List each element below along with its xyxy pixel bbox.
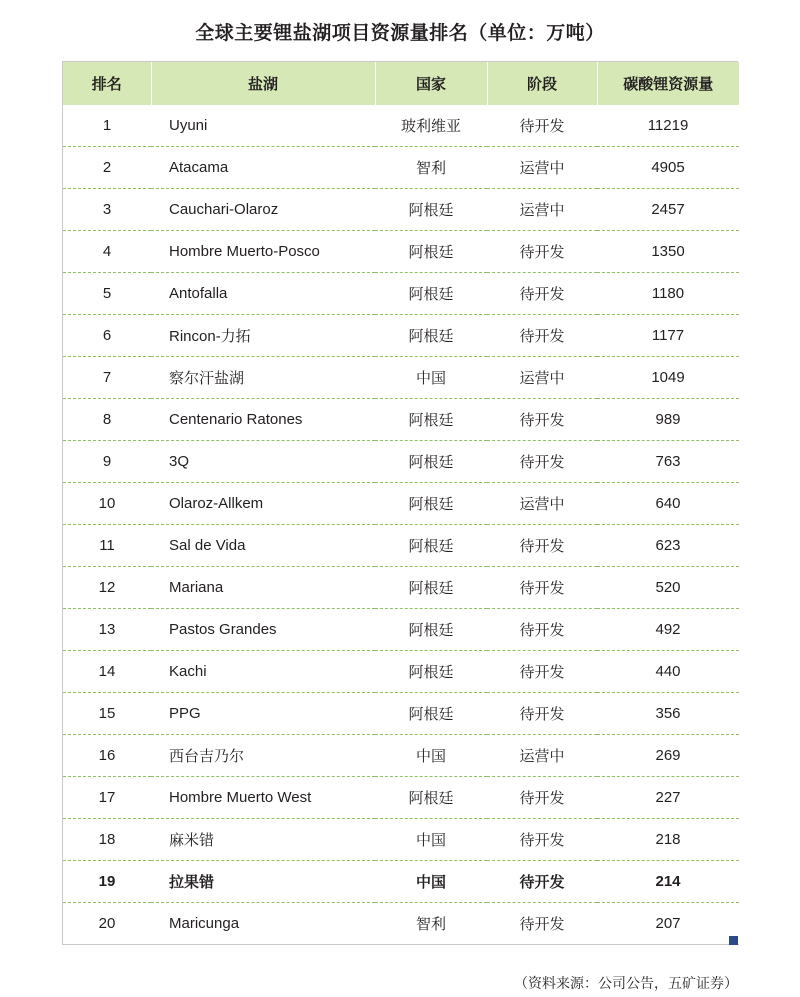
corner-marker bbox=[729, 936, 738, 945]
cell-country: 阿根廷 bbox=[375, 651, 487, 693]
column-header-country: 国家 bbox=[375, 62, 487, 105]
cell-country: 阿根廷 bbox=[375, 777, 487, 819]
cell-country: 智利 bbox=[375, 147, 487, 189]
cell-resource: 4905 bbox=[597, 147, 739, 189]
table-row bbox=[63, 609, 739, 651]
cell-country: 中国 bbox=[375, 357, 487, 399]
column-header-lake: 盐湖 bbox=[151, 62, 375, 105]
cell-lake: Cauchari-Olaroz bbox=[151, 189, 375, 231]
cell-resource: 214 bbox=[597, 861, 739, 903]
cell-resource: 218 bbox=[597, 819, 739, 861]
cell-rank: 8 bbox=[63, 399, 151, 441]
cell-rank: 11 bbox=[63, 525, 151, 567]
table-row bbox=[63, 105, 739, 147]
cell-lake: 3Q bbox=[151, 441, 375, 483]
cell-lake: Sal de Vida bbox=[151, 525, 375, 567]
cell-stage: 待开发 bbox=[487, 693, 597, 735]
cell-stage: 待开发 bbox=[487, 861, 597, 903]
cell-lake: Mariana bbox=[151, 567, 375, 609]
cell-stage: 待开发 bbox=[487, 609, 597, 651]
table-row bbox=[63, 525, 739, 567]
table-row bbox=[63, 819, 739, 861]
table-body bbox=[63, 105, 739, 945]
cell-country: 阿根廷 bbox=[375, 315, 487, 357]
cell-stage: 运营中 bbox=[487, 483, 597, 525]
cell-lake: Antofalla bbox=[151, 273, 375, 315]
cell-stage: 待开发 bbox=[487, 567, 597, 609]
cell-country: 阿根廷 bbox=[375, 567, 487, 609]
cell-lake: 拉果错 bbox=[151, 861, 375, 903]
cell-country: 阿根廷 bbox=[375, 189, 487, 231]
cell-resource: 207 bbox=[597, 903, 739, 945]
source-note: （资料来源：公司公告，五矿证券） bbox=[514, 975, 738, 991]
column-header-resource: 碳酸锂资源量 bbox=[597, 62, 739, 105]
cell-rank: 16 bbox=[63, 735, 151, 777]
cell-lake: 察尔汗盐湖 bbox=[151, 357, 375, 399]
cell-stage: 待开发 bbox=[487, 651, 597, 693]
cell-stage: 待开发 bbox=[487, 105, 597, 147]
column-header-rank: 排名 bbox=[63, 62, 151, 105]
cell-stage: 待开发 bbox=[487, 777, 597, 819]
cell-resource: 227 bbox=[597, 777, 739, 819]
cell-lake: Atacama bbox=[151, 147, 375, 189]
cell-country: 阿根廷 bbox=[375, 483, 487, 525]
cell-resource: 763 bbox=[597, 441, 739, 483]
table-row bbox=[63, 231, 739, 273]
cell-stage: 待开发 bbox=[487, 819, 597, 861]
cell-lake: Olaroz-Allkem bbox=[151, 483, 375, 525]
cell-stage: 待开发 bbox=[487, 315, 597, 357]
cell-resource: 11219 bbox=[597, 105, 739, 147]
cell-rank: 17 bbox=[63, 777, 151, 819]
table-row bbox=[63, 735, 739, 777]
cell-stage: 待开发 bbox=[487, 273, 597, 315]
cell-lake: PPG bbox=[151, 693, 375, 735]
cell-country: 中国 bbox=[375, 861, 487, 903]
cell-resource: 492 bbox=[597, 609, 739, 651]
cell-resource: 520 bbox=[597, 567, 739, 609]
cell-stage: 待开发 bbox=[487, 441, 597, 483]
cell-rank: 1 bbox=[63, 105, 151, 147]
cell-lake: Uyuni bbox=[151, 105, 375, 147]
cell-lake: Rincon-力拓 bbox=[151, 315, 375, 357]
cell-country: 智利 bbox=[375, 903, 487, 945]
cell-country: 阿根廷 bbox=[375, 273, 487, 315]
cell-resource: 623 bbox=[597, 525, 739, 567]
table-row bbox=[63, 399, 739, 441]
cell-rank: 13 bbox=[63, 609, 151, 651]
cell-resource: 1180 bbox=[597, 273, 739, 315]
table-row bbox=[63, 903, 739, 945]
cell-resource: 989 bbox=[597, 399, 739, 441]
cell-lake: 西台吉乃尔 bbox=[151, 735, 375, 777]
cell-country: 阿根廷 bbox=[375, 525, 487, 567]
table-row bbox=[63, 441, 739, 483]
cell-rank: 4 bbox=[63, 231, 151, 273]
table-header bbox=[63, 62, 739, 105]
cell-stage: 运营中 bbox=[487, 735, 597, 777]
cell-resource: 1350 bbox=[597, 231, 739, 273]
cell-rank: 20 bbox=[63, 903, 151, 945]
cell-country: 中国 bbox=[375, 735, 487, 777]
cell-stage: 待开发 bbox=[487, 903, 597, 945]
cell-country: 阿根廷 bbox=[375, 693, 487, 735]
cell-country: 阿根廷 bbox=[375, 441, 487, 483]
table-row bbox=[63, 315, 739, 357]
cell-resource: 2457 bbox=[597, 189, 739, 231]
table-row bbox=[63, 567, 739, 609]
cell-stage: 运营中 bbox=[487, 147, 597, 189]
cell-country: 阿根廷 bbox=[375, 609, 487, 651]
cell-resource: 1049 bbox=[597, 357, 739, 399]
cell-resource: 356 bbox=[597, 693, 739, 735]
cell-resource: 640 bbox=[597, 483, 739, 525]
cell-lake: 麻米错 bbox=[151, 819, 375, 861]
cell-rank: 18 bbox=[63, 819, 151, 861]
table-row bbox=[63, 147, 739, 189]
page-title: 全球主要锂盐湖项目资源量排名（单位：万吨） bbox=[195, 23, 605, 44]
cell-rank: 12 bbox=[63, 567, 151, 609]
column-header-stage: 阶段 bbox=[487, 62, 597, 105]
ranking-table bbox=[63, 62, 739, 945]
cell-rank: 10 bbox=[63, 483, 151, 525]
cell-rank: 9 bbox=[63, 441, 151, 483]
table-row bbox=[63, 357, 739, 399]
cell-lake: Centenario Ratones bbox=[151, 399, 375, 441]
cell-stage: 运营中 bbox=[487, 189, 597, 231]
cell-rank: 5 bbox=[63, 273, 151, 315]
cell-rank: 7 bbox=[63, 357, 151, 399]
cell-rank: 15 bbox=[63, 693, 151, 735]
cell-rank: 19 bbox=[63, 861, 151, 903]
cell-resource: 440 bbox=[597, 651, 739, 693]
cell-lake: Maricunga bbox=[151, 903, 375, 945]
table-header-row bbox=[63, 62, 739, 105]
cell-lake: Kachi bbox=[151, 651, 375, 693]
cell-country: 中国 bbox=[375, 819, 487, 861]
cell-lake: Pastos Grandes bbox=[151, 609, 375, 651]
table-row bbox=[63, 273, 739, 315]
cell-lake: Hombre Muerto West bbox=[151, 777, 375, 819]
table-row bbox=[63, 189, 739, 231]
cell-country: 玻利维亚 bbox=[375, 105, 487, 147]
cell-lake: Hombre Muerto-Posco bbox=[151, 231, 375, 273]
cell-country: 阿根廷 bbox=[375, 399, 487, 441]
table-row bbox=[63, 861, 739, 903]
table-row bbox=[63, 651, 739, 693]
lithium-brine-ranking-table bbox=[62, 61, 738, 945]
cell-country: 阿根廷 bbox=[375, 231, 487, 273]
cell-resource: 1177 bbox=[597, 315, 739, 357]
cell-rank: 6 bbox=[63, 315, 151, 357]
cell-stage: 运营中 bbox=[487, 357, 597, 399]
cell-resource: 269 bbox=[597, 735, 739, 777]
cell-rank: 3 bbox=[63, 189, 151, 231]
cell-stage: 待开发 bbox=[487, 399, 597, 441]
table-row bbox=[63, 483, 739, 525]
cell-rank: 14 bbox=[63, 651, 151, 693]
cell-rank: 2 bbox=[63, 147, 151, 189]
table-row bbox=[63, 693, 739, 735]
cell-stage: 待开发 bbox=[487, 525, 597, 567]
cell-stage: 待开发 bbox=[487, 231, 597, 273]
table-row bbox=[63, 777, 739, 819]
